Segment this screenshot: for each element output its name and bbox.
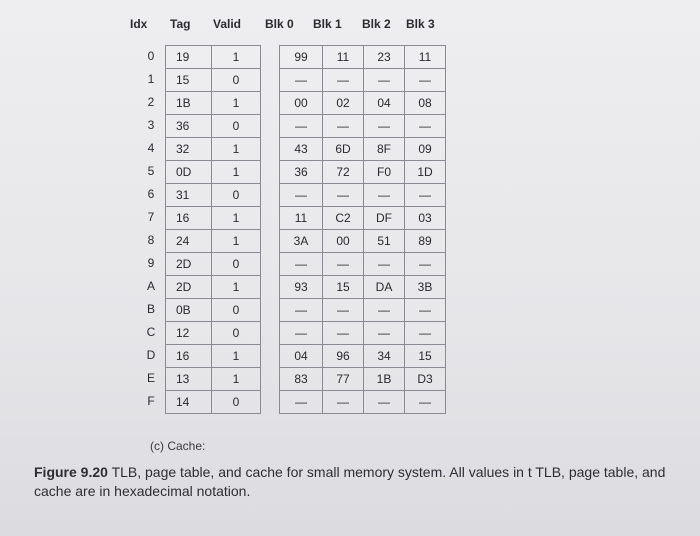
blk1-cell: —	[323, 253, 364, 276]
tag-cell: 12	[166, 322, 212, 345]
blk2-cell: 04	[364, 92, 405, 115]
column-spacer	[261, 207, 280, 230]
valid-cell: 0	[212, 253, 261, 276]
column-spacer	[261, 69, 280, 92]
blk2-cell: —	[364, 184, 405, 207]
valid-cell: 1	[212, 161, 261, 184]
blk2-cell: —	[364, 299, 405, 322]
blk3-cell: —	[405, 253, 446, 276]
blk0-cell: 36	[280, 161, 323, 184]
blk0-cell: —	[280, 322, 323, 345]
row-index: B	[146, 302, 155, 316]
blk3-cell: 08	[405, 92, 446, 115]
blk3-cell: —	[405, 69, 446, 92]
column-spacer	[261, 391, 280, 414]
valid-cell: 0	[212, 115, 261, 138]
row-index: 0	[147, 49, 155, 63]
blk2-cell: —	[364, 253, 405, 276]
blk2-cell: —	[364, 115, 405, 138]
row-index: 9	[147, 256, 155, 270]
blk2-cell: DA	[364, 276, 405, 299]
row-index: 6	[147, 187, 155, 201]
cache-table	[165, 45, 446, 414]
tag-cell: 2D	[166, 276, 212, 299]
header-tag: Tag	[170, 17, 191, 31]
column-spacer	[261, 230, 280, 253]
blk1-cell: 6D	[323, 138, 364, 161]
row-index: F	[147, 394, 155, 408]
blk2-cell: 1B	[364, 368, 405, 391]
valid-cell: 0	[212, 322, 261, 345]
blk2-cell: —	[364, 69, 405, 92]
row-index: 1	[147, 72, 155, 86]
blk3-cell: 15	[405, 345, 446, 368]
blk1-cell: 00	[323, 230, 364, 253]
row-index: 8	[147, 233, 155, 247]
column-spacer	[261, 161, 280, 184]
blk3-cell: 11	[405, 46, 446, 69]
table-row	[166, 92, 446, 115]
tag-cell: 14	[166, 391, 212, 414]
blk2-cell: 8F	[364, 138, 405, 161]
blk0-cell: —	[280, 69, 323, 92]
valid-cell: 0	[212, 391, 261, 414]
table-row	[166, 299, 446, 322]
header-blk1: Blk 1	[313, 17, 342, 31]
blk0-cell: —	[280, 299, 323, 322]
blk1-cell: —	[323, 322, 364, 345]
table-header-row	[0, 17, 700, 37]
blk1-cell: —	[323, 184, 364, 207]
row-index: D	[146, 348, 156, 362]
column-spacer	[261, 322, 280, 345]
row-index: 4	[147, 141, 155, 155]
blk1-cell: 02	[323, 92, 364, 115]
blk1-cell: 11	[323, 46, 364, 69]
table-row	[166, 345, 446, 368]
header-blk3: Blk 3	[406, 17, 435, 31]
blk1-cell: —	[323, 391, 364, 414]
valid-cell: 1	[212, 368, 261, 391]
table-row	[166, 184, 446, 207]
blk3-cell: —	[405, 299, 446, 322]
header-blk2: Blk 2	[362, 17, 391, 31]
table-row	[166, 69, 446, 92]
header-blk0: Blk 0	[265, 17, 294, 31]
column-spacer	[261, 299, 280, 322]
blk3-cell: —	[405, 184, 446, 207]
column-spacer	[261, 46, 280, 69]
blk1-cell: 96	[323, 345, 364, 368]
blk2-cell: F0	[364, 161, 405, 184]
blk1-cell: —	[323, 69, 364, 92]
blk3-cell: —	[405, 391, 446, 414]
blk3-cell: 89	[405, 230, 446, 253]
blk0-cell: 04	[280, 345, 323, 368]
tag-cell: 13	[166, 368, 212, 391]
tag-cell: 31	[166, 184, 212, 207]
column-spacer	[261, 345, 280, 368]
table-row	[166, 276, 446, 299]
tag-cell: 32	[166, 138, 212, 161]
blk0-cell: —	[280, 391, 323, 414]
table-row	[166, 161, 446, 184]
valid-cell: 0	[212, 69, 261, 92]
blk2-cell: 34	[364, 345, 405, 368]
blk0-cell: 83	[280, 368, 323, 391]
table-row	[166, 138, 446, 161]
blk1-cell: —	[323, 299, 364, 322]
tag-cell: 0B	[166, 299, 212, 322]
blk2-cell: 51	[364, 230, 405, 253]
table-row	[166, 253, 446, 276]
tag-cell: 16	[166, 345, 212, 368]
row-index: 2	[147, 95, 155, 109]
blk3-cell: 03	[405, 207, 446, 230]
blk0-cell: 43	[280, 138, 323, 161]
blk2-cell: DF	[364, 207, 405, 230]
blk0-cell: 3A	[280, 230, 323, 253]
column-spacer	[261, 184, 280, 207]
valid-cell: 1	[212, 230, 261, 253]
blk3-cell: D3	[405, 368, 446, 391]
blk2-cell: —	[364, 391, 405, 414]
table-row	[166, 322, 446, 345]
table-row	[166, 46, 446, 69]
tag-cell: 19	[166, 46, 212, 69]
tag-cell: 1B	[166, 92, 212, 115]
tag-cell: 16	[166, 207, 212, 230]
figure-caption	[34, 463, 694, 501]
row-index: 7	[147, 210, 155, 224]
column-spacer	[261, 368, 280, 391]
subcaption: (c) Cache:	[150, 439, 206, 453]
blk1-cell: C2	[323, 207, 364, 230]
row-index: E	[146, 371, 155, 385]
valid-cell: 1	[212, 276, 261, 299]
column-spacer	[261, 115, 280, 138]
blk2-cell: 23	[364, 46, 405, 69]
valid-cell: 1	[212, 46, 261, 69]
tag-cell: 36	[166, 115, 212, 138]
blk3-cell: —	[405, 322, 446, 345]
row-index: A	[146, 279, 155, 293]
valid-cell: 1	[212, 138, 261, 161]
table-row	[166, 207, 446, 230]
figure-caption-text: TLB, page table, and cache for small memory system. All values in t TLB, page table, and cache are in hexadecimal notation.	[34, 464, 666, 499]
table-row	[166, 230, 446, 253]
blk1-cell: —	[323, 115, 364, 138]
header-idx: Idx	[130, 17, 148, 31]
row-index: 5	[147, 164, 155, 178]
valid-cell: 1	[212, 207, 261, 230]
valid-cell: 0	[212, 299, 261, 322]
column-spacer	[261, 276, 280, 299]
column-spacer	[261, 92, 280, 115]
valid-cell: 1	[212, 345, 261, 368]
blk2-cell: —	[364, 322, 405, 345]
blk3-cell: —	[405, 115, 446, 138]
row-index: 3	[147, 118, 155, 132]
blk0-cell: 93	[280, 276, 323, 299]
column-spacer	[261, 253, 280, 276]
blk0-cell: —	[280, 184, 323, 207]
table-row	[166, 368, 446, 391]
blk3-cell: 3B	[405, 276, 446, 299]
blk3-cell: 09	[405, 138, 446, 161]
tag-cell: 15	[166, 69, 212, 92]
tag-cell: 0D	[166, 161, 212, 184]
header-valid: Valid	[213, 17, 242, 31]
tag-cell: 24	[166, 230, 212, 253]
figure-label: Figure 9.20	[34, 464, 108, 480]
blk0-cell: —	[280, 115, 323, 138]
valid-cell: 1	[212, 92, 261, 115]
row-index: C	[146, 325, 156, 339]
blk3-cell: 1D	[405, 161, 446, 184]
blk0-cell: 99	[280, 46, 323, 69]
blk1-cell: 72	[323, 161, 364, 184]
table-row	[166, 115, 446, 138]
blk0-cell: 00	[280, 92, 323, 115]
blk1-cell: 77	[323, 368, 364, 391]
index-column	[140, 45, 162, 413]
blk0-cell: 11	[280, 207, 323, 230]
blk1-cell: 15	[323, 276, 364, 299]
table-row	[166, 391, 446, 414]
blk0-cell: —	[280, 253, 323, 276]
column-spacer	[261, 138, 280, 161]
valid-cell: 0	[212, 184, 261, 207]
tag-cell: 2D	[166, 253, 212, 276]
